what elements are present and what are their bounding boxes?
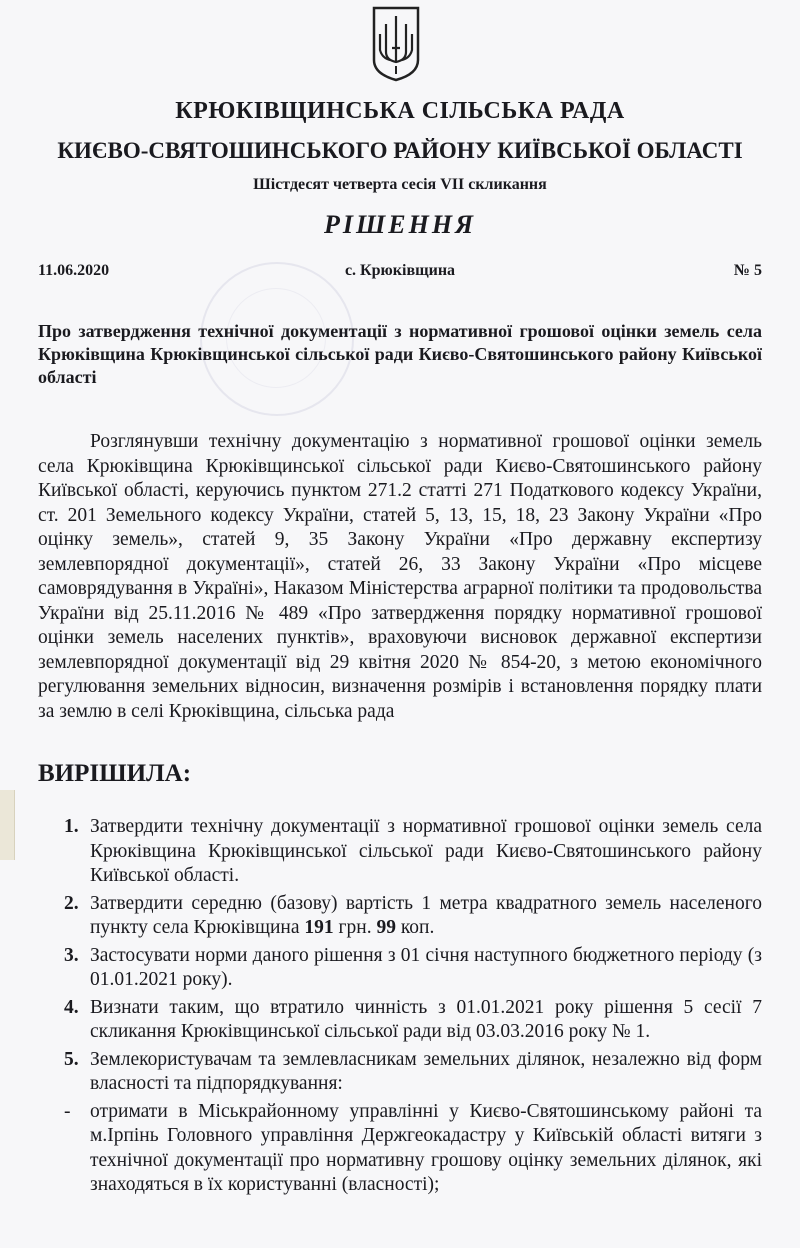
place: с. Крюківщина xyxy=(344,262,456,279)
session-title: Шістдесят четверта сесія VII скликання xyxy=(253,176,547,193)
item-number: 5. xyxy=(64,1048,79,1070)
list-item xyxy=(38,815,762,889)
item-text: коп. xyxy=(395,917,435,938)
list-item xyxy=(38,944,762,993)
trident-emblem-icon xyxy=(370,4,422,82)
decision-items xyxy=(38,815,762,1201)
preamble-paragraph: Розглянувши технічну документацію з нормативної грошової оцінки земель села Крюківщина Крюківщинської сільської ради Києво-Святошинського району Київської області, керуючись пунктом 271.2 статті 271 Податкового кодексу України, ст. 201 Земельного кодексу України, статей 5, 13, 15, 18, 23 Закону України «Про оцінку земель», статей 9, 35 Закону України «Про державну експертизу землевпорядної документації», статей 26, 33 Закону України «Про місцеве самоврядування в Україні», Наказом Міністерства аграрної політики та продовольства України від 25.11.2016 № 489 «Про затвердження порядку нормативної грошової оцінки земель населених пунктів», враховуючи висновок державної експертизи землевпорядної документації від 29 квітня 2020 № 854-20, з метою економічного регулювання земельних відносин, визначення розмірів і встановлення порядку плати за землю в селі Крюківщина, сільська рада xyxy=(38,431,762,722)
item-number: 4. xyxy=(64,996,79,1018)
document-type: РІШЕННЯ xyxy=(324,210,476,239)
item-text: Затвердити середню (базову) вартість 1 метра квадратного земель населеного пункту села Крюківщина xyxy=(90,892,762,938)
item-text: Землекористувачам та землевласникам земельних ділянок, незалежно від форм власності та підпорядкування: xyxy=(90,1048,762,1094)
document-subject: Про затвердження технічної документації з нормативної грошової оцінки земель села Крюківщина Крюківщинської сільської ради Києво-Святошинського району Київської області xyxy=(38,321,762,387)
item-text: Застосувати норми даного рішення з 01 січня наступного бюджетного періоду (з 01.01.2021 року). xyxy=(90,944,762,990)
list-item xyxy=(38,892,762,941)
meta-row xyxy=(38,262,762,284)
date: 11.06.2020 xyxy=(38,262,110,279)
list-item xyxy=(38,996,762,1045)
price-kop: 99 xyxy=(376,917,396,938)
item-text: грн. xyxy=(333,917,377,938)
item-number: 2. xyxy=(64,892,79,914)
item-number: 1. xyxy=(64,816,79,837)
item-text: отримати в Міськрайонному управлінні у Києво-Святошинському районі та м.Ірпінь Головного управління Держгеокадастру у Київській області витяги з технічної документації про нормативну грошову оцінку земельних ділянок, які знаходяться в їх користуванні (власності); xyxy=(90,1100,762,1195)
item-dash: - xyxy=(64,1100,71,1122)
district-name: КИЄВО-СВЯТОШИНСЬКОГО РАЙОНУ КИЇВСЬКОЇ ОБЛАСТІ xyxy=(57,138,743,163)
list-item xyxy=(38,1100,762,1198)
item-text: Визнати таким, що втратило чинність з 01.01.2021 року рішення 5 сесії 7 скликання Крюківщинської сільської ради від 03.03.2016 року № 1. xyxy=(90,996,762,1042)
decision-number: № 5 xyxy=(733,262,762,279)
item-number: 3. xyxy=(64,944,79,966)
list-item xyxy=(38,1048,762,1097)
item-text: Затвердити технічну документації з нормативної грошової оцінки земель села Крюківщина Крюківщинської сільської ради Києво-Святошинського району Київської області. xyxy=(90,816,762,886)
paper-tab xyxy=(0,790,15,860)
price-uah: 191 xyxy=(304,917,334,938)
council-name: КРЮКІВЩИНСЬКА СІЛЬСЬКА РАДА xyxy=(175,98,625,124)
resolved-heading: ВИРІШИЛА: xyxy=(38,760,192,787)
